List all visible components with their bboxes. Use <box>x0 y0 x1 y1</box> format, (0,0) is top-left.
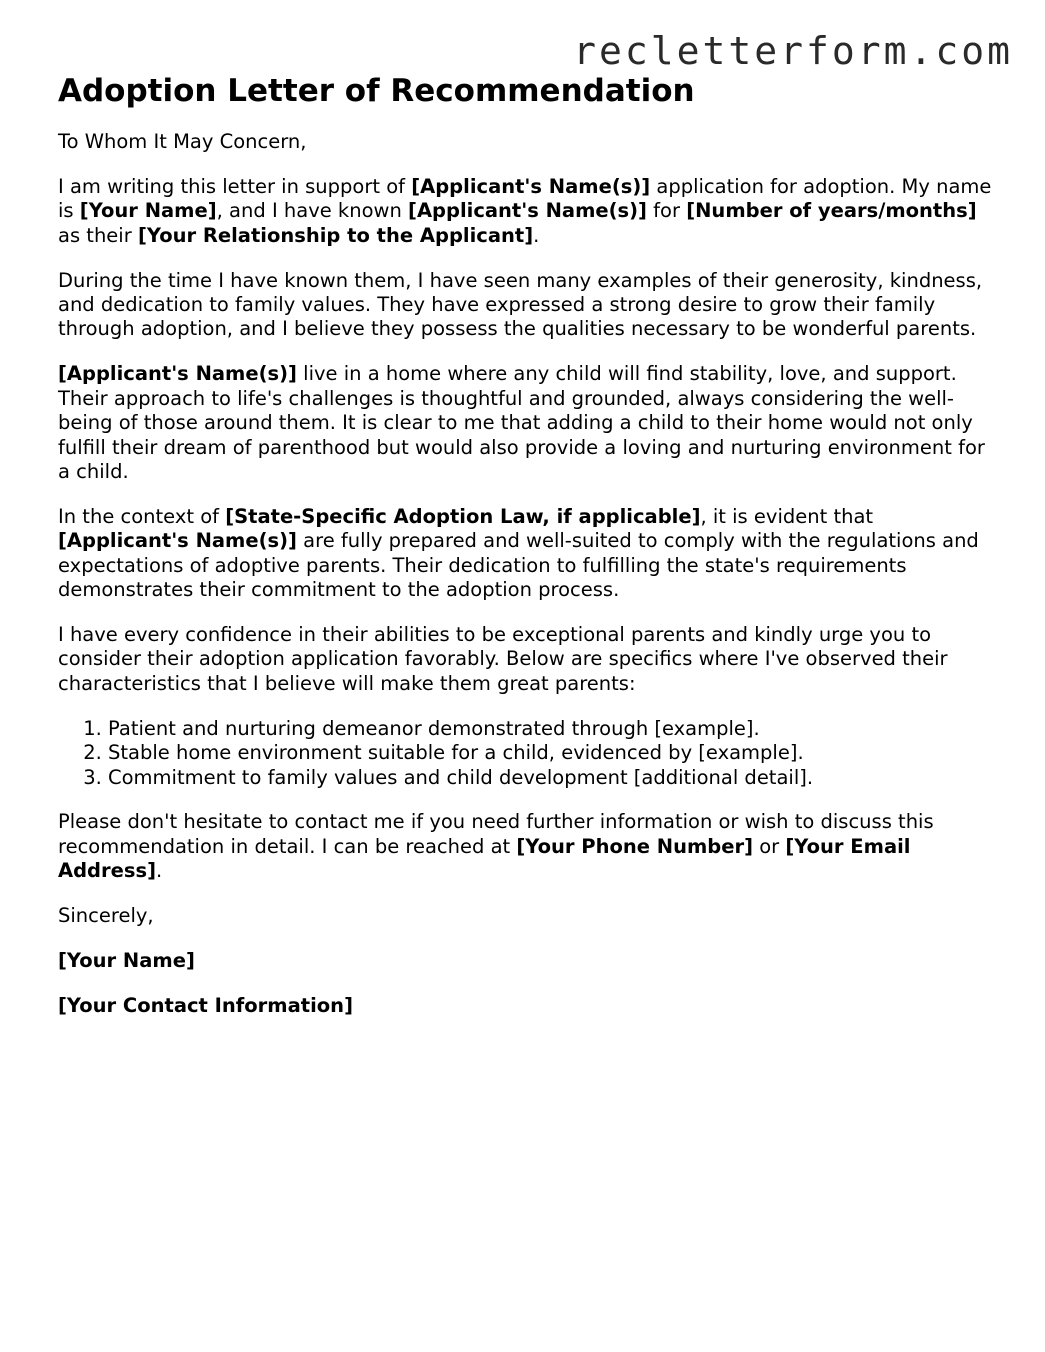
text-segment: are fully prepared and well-suited to comply with the regulations and expectations of adoptive parents. Their dedication to fulfilling the state's requirements demonstrates their commitment to the adoption process. <box>58 529 979 602</box>
characteristics-list <box>58 717 993 790</box>
paragraph-introduction <box>58 175 993 248</box>
text-segment: , and I have known <box>216 199 409 223</box>
site-watermark: recletterform.com <box>573 29 1013 73</box>
paragraph-character: During the time I have known them, I have seen many examples of their generosity, kindness, and dedication to family values. They have expressed a strong desire to grow their family through adoption, and I believe they possess the qualities necessary to be wonderful parents. <box>58 268 983 341</box>
text-segment: for <box>646 199 687 223</box>
placeholder-email: [Your Email Address] <box>58 834 911 883</box>
placeholder-your-name: [Your Name] <box>79 199 217 223</box>
text-segment: . <box>155 859 163 883</box>
text-segment: live in a home where any child will find stability, love, and support. Their approach to life's challenges is thoughtful and grounded, always considering the well-being of those around them. It is clear to me that adding a child to their home would not only fulfill their dream of parenthood but would also provide a loving and nurturing environment for a child. <box>58 362 985 483</box>
placeholder-phone: [Your Phone Number] <box>516 834 754 858</box>
placeholder-applicant-name: [Applicant's Name(s)] <box>411 174 651 198</box>
text-segment: In the context of <box>58 504 226 528</box>
list-item: 1. Patient and nurturing demeanor demonstrated through [example]. <box>108 717 993 741</box>
placeholder-signature-name: [Your Name] <box>58 949 195 973</box>
signature-contact <box>58 994 993 1018</box>
text-segment: or <box>753 834 786 858</box>
page-title: Adoption Letter of Recommendation <box>58 73 695 109</box>
signature-name <box>58 949 993 973</box>
text-segment: I am writing this letter in support of <box>58 174 412 198</box>
paragraph-contact <box>58 810 993 883</box>
paragraph-home <box>58 362 993 484</box>
paragraph-confidence: I have every confidence in their abilities to be exceptional parents and kindly urge you to consider their adoption application favorably. Below are specifics where I've observed their characteristics that I believe will make them great parents: <box>58 623 948 695</box>
letter-body <box>58 72 993 1039</box>
closing: Sincerely, <box>58 904 154 928</box>
list-item: 2. Stable home environment suitable for a child, evidenced by [example]. <box>108 741 993 765</box>
paragraph-legal <box>58 505 993 603</box>
placeholder-signature-contact: [Your Contact Information] <box>58 993 353 1017</box>
text-segment: Please don't hesitate to contact me if you need further information or wish to discuss this recommendation in detail. I can be reached at <box>58 810 934 858</box>
placeholder-applicant-name: [Applicant's Name(s)] <box>58 529 297 553</box>
placeholder-applicant-name: [Applicant's Name(s)] <box>58 362 297 386</box>
text-segment: . <box>533 223 540 247</box>
placeholder-relationship: [Your Relationship to the Applicant] <box>137 223 534 247</box>
text-segment: , it is evident that <box>700 504 874 528</box>
placeholder-years: [Number of years/months] <box>686 199 977 223</box>
list-item: 3. Commitment to family values and child development [additional detail]. <box>108 766 993 790</box>
text-segment: application for adoption. My name is <box>58 174 992 223</box>
salutation: To Whom It May Concern, <box>58 130 307 153</box>
placeholder-applicant-name: [Applicant's Name(s)] <box>408 199 647 223</box>
text-segment: as their <box>58 223 138 247</box>
placeholder-state-law: [State-Specific Adoption Law, if applicable] <box>225 504 701 528</box>
